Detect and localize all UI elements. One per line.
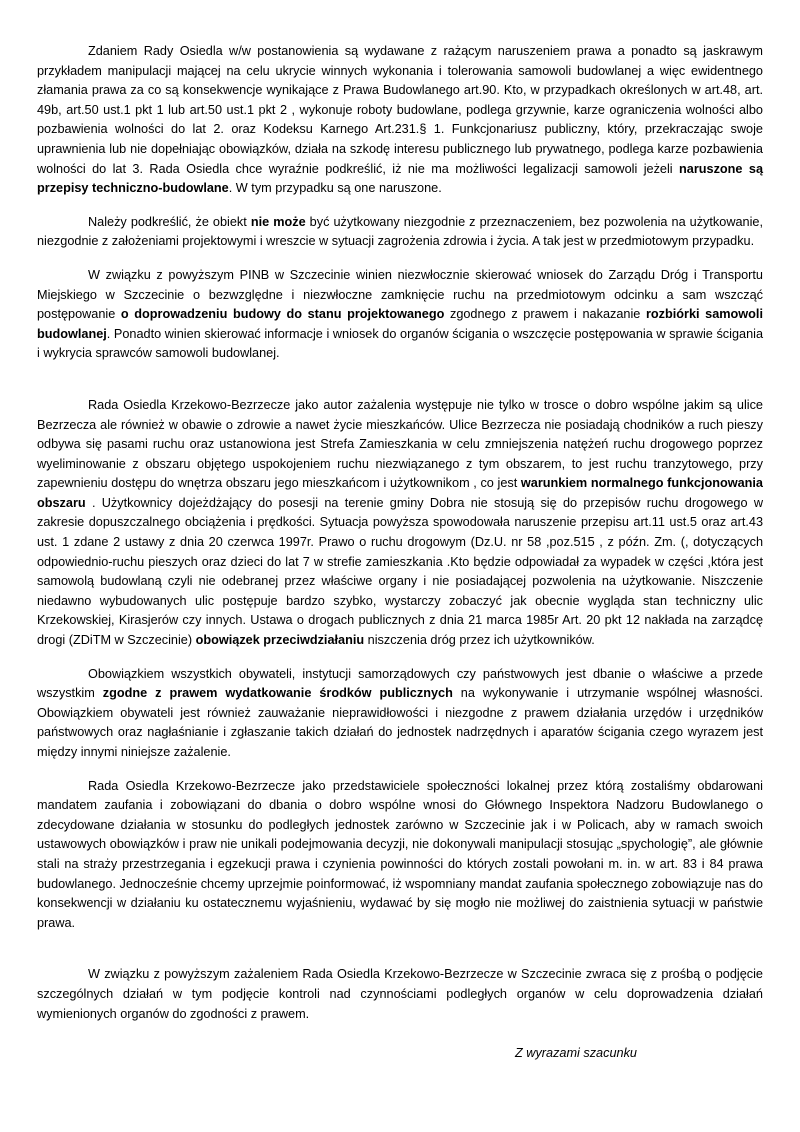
text-run: Rada Osiedla Krzekowo-Bezrzecze jako przedstawiciele społeczności lokalnej przez którą zostaliśmy obdarowani mandatem zaufania i zobowiązani do dbania o dobro wspólne wnosi do Głównego Inspektora Nadzoru Budowlanego o zdecydowane działania w stosunku do podległych jednostek zarówno w Szczecinie jak i w Policach, aby w ramach swoich ustawowych obowiązków i praw nie unikali podejmowania decyzji, nie dokonywali manipulacji stosując „spychologię”, ale głównie stali na straży przestrzegania i egzekucji prawa i czynienia powinności do których zostali powołani m. in. w art. 83 i 84 prawa budowlanego. Jednocześnie chcemy uprzejmie poinformować, iż wspomniany mandat zaufania społecznego zobowiązuje nas do konsekwencji w działaniu ku ostatecznemu wyjaśnieniu, wydawać by się mogło nie możliwej do zaistnienia sytuacji w państwie prawa. [37,778,763,930]
text-run: niszczenia dróg przez ich użytkowników. [364,633,595,648]
text-run: . W tym przypadku są one naruszone. [228,181,442,196]
closing-salutation: Z wyrazami szacunku [515,1046,637,1060]
bold-text-run: nie może [250,214,306,229]
text-run: Zdaniem Rady Osiedla w/w postanowienia są wydawane z rażącym naruszeniem prawa a ponadto są jaskrawym przykładem manipulacji mającej na celu ukrycie winnych wykonania i tolerowania samowoli budowlanej a więc ewidentnego złamania prawa za co są konsekwencje wynikające z Prawa Budowlanego art.90. Kto, w przypadkach określonych w art.48, art. 49b, art.50 ust.1 pkt 1 lub art.50 ust.1 pkt 2 , wykonuje roboty budowlane, podlega grzywnie, karze ograniczenia wolności albo pozbawienia wolności do lat 2. oraz Kodeksu Karnego Art.231.§ 1. Funkcjonariusz publiczny, który, przekraczając swoje uprawnienia lub nie dopełniając obowiązków, działa na szkodę interesu publicznego lub prywatnego, podlega karze pozbawienia wolności do lat 3. Rada Osiedla chce wyraźnie podkreślić, iż nie ma możliwości legalizacji samowoli jeżeli [37,44,763,176]
bold-text-run: warunkiem normalnego funkcjonowania obszaru [37,476,763,510]
text-run: Należy podkreślić, że obiekt [88,214,251,229]
text-run: . Użytkownicy dojeżdżający do posesji na terenie gminy Dobra nie stosują się do przepisów ruchu drogowego w zakresie dopuszczalnego obciążenia i prędkości. Sytuacja powyższa spowodowała naruszenie przepisu art.11 ust.5 oraz art.43 ust. 1 zdane 2 ustawy z dnia 20 czerwca 1997r. Prawo o ruchu drogowym (Dz.U. nr 58 ,poz.515 , z późn. Zm. (, dotyczących odpowiednio-ruchu pieszych oraz dzieci do lat 7 w strefie zamieszkania .Kto będzie odpowiadał za wypadek w części ,która jest samowolą budowlaną czyli nie odebranej przez właściwe organy i nie posiadającej pozwolenia na użytkowanie. Niszczenie niedawno wybudowanych ulic postępuje bardzo szybko, wystarczy zobaczyć jak obecnie wygląda stan techniczny ulic Krzekowskiej, Kirasjerów czy innych. Ustawa o drogach publicznych z dnia 21 marca 1985r Art. 20 pkt 12 nakłada na zarządcę drogi (ZDiTM w Szczecinie) [37,495,763,648]
paragraph-legal-violation [37,42,763,199]
text-run: Rada Osiedla Krzekowo-Bezrzecze jako autor zażalenia występuje nie tylko w trosce o dobro wspólne jakim są ulice Bezrzecza ale również w obawie o zdrowie a nawet życie mieszkańców. Ulice Bezrzecza nie posiadają chodników a ruch pieszy odbywa się pasami ruchu oraz ustanowiona jest Strefa Zamieszkania w celu zmniejszenia natężeń ruchu drogowego poprzez wyeliminowanie z obszaru objętego uspokojeniem ruchu niezwiązanego z tym obszarem, to jest ruchu tranzytowego, przy zapewnieniu dostępu do wnętrza obszaru jego mieszkańcom i użytkownikom , co jest [37,397,763,491]
text-run: być użytkowany niezgodnie z przeznaczeniem, bez pozwolenia na użytkowanie, niezgodnie z założeniami projektowymi i wreszcie w sytuacji zagrożenia zdrowia i życia. A tak jest w przedmiotowym przypadku. [37,214,764,249]
bold-text-run: rozbiórki samowoli budowlanej [37,307,763,341]
text-run: Obowiązkiem wszystkich obywateli, instytucji samorządowych czy państwowych jest dbanie o właściwe a przede wszystkim [37,666,763,701]
paragraph-pinb-request [37,266,763,364]
paragraph-civic-duty [37,665,763,763]
text-run: zgodnego z prawem i nakazanie [444,307,646,322]
paragraph-usage-prohibition [37,213,763,252]
bold-text-run: zgodne z prawem wydatkowanie środków publicznych [102,686,453,701]
text-run: W związku z powyższym zażaleniem Rada Osiedla Krzekowo-Bezrzecze w Szczecinie zwraca się z prośbą o podjęcie szczególnych działań w tym podjęcie kontroli nad czynnościami podległych organów w celu doprowadzenia działań wymienionych organów do zgodności z prawem. [37,967,763,1021]
bold-text-run: naruszone są przepisy techniczno-budowlane [37,161,764,196]
bold-text-run: obowiązek przeciwdziałaniu [195,633,365,648]
text-run: na wykonywanie i utrzymanie wspólnej własności. Obowiązkiem obywateli jest również zauważanie nieprawidłowości i niezgodne z prawem działania urzędów i urzędników państwowych oraz nagłaśnianie i zgłaszanie takich działań do jednostek nadrzędnych i aparatów ścigania czego wyrazem jest między innymi niniejsze zażalenie. [37,686,763,759]
bold-text-run: o doprowadzeniu budowy do stanu projektowanego [120,307,445,322]
text-run: W związku z powyższym PINB w Szczecinie winien niezwłocznie skierować wniosek do Zarządu Dróg i Transportu Miejskiego w Szczecinie o bezwzględne i niezwłoczne zamknięcie ruchu na przedmiotowym odcinku a sam wszcząć postępowanie [37,267,763,322]
paragraph-council-concern [37,396,763,651]
paragraph-inspector-appeal [37,777,763,934]
text-run: . Ponadto winien skierować informacje i wniosek do organów ścigania o wszczęcie postępowania w sprawie ścigania i wykrycia sprawców samowoli budowlanej. [37,326,763,361]
paragraph-final-request [37,965,763,1024]
